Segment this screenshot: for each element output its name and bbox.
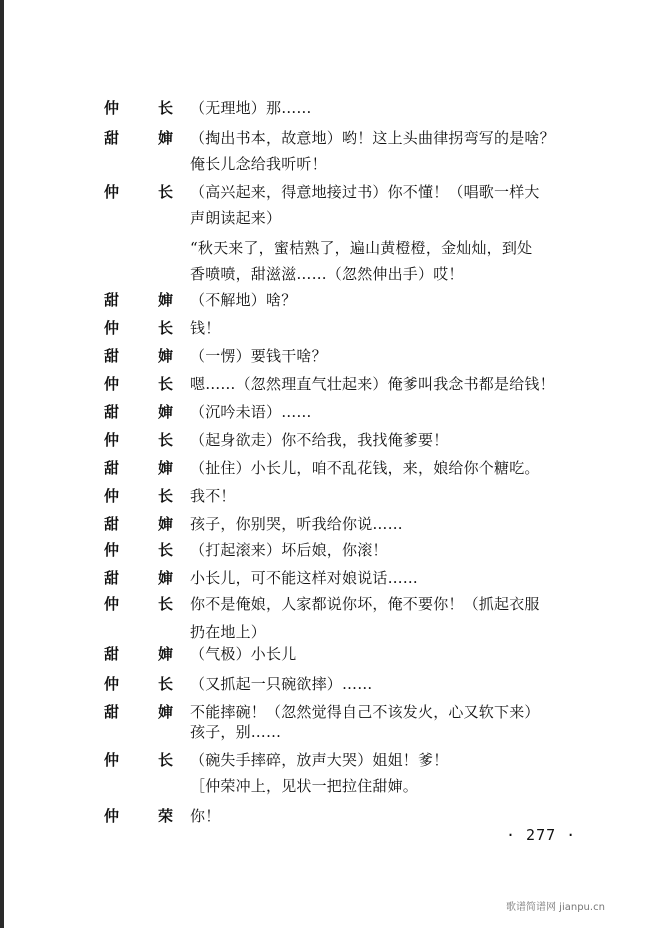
speaker-name-second-char: 长 bbox=[158, 751, 174, 769]
dialogue-line bbox=[0, 400, 655, 424]
speaker-name-first-char: 甜 bbox=[104, 515, 120, 533]
speaker-name-first-char: 甜 bbox=[104, 291, 120, 309]
dialogue-text: （扯住）小长儿，咱不乱花钱，来，娘给你个糖吃。 bbox=[190, 459, 540, 477]
dialogue-text: （无理地）那…… bbox=[190, 99, 312, 117]
dialogue-line bbox=[0, 152, 655, 176]
dialogue-line bbox=[0, 720, 655, 744]
speaker-name-second-char: 婶 bbox=[158, 569, 174, 587]
speaker-name-second-char: 长 bbox=[158, 541, 174, 559]
dialogue-line bbox=[0, 620, 655, 644]
watermark: 歌谱简谱网 jianpu.cn bbox=[506, 902, 605, 913]
dialogue-text: （气极）小长儿 bbox=[190, 645, 297, 663]
dialogue-text: 孩子，你别哭，听我给你说…… bbox=[190, 515, 403, 533]
speaker-name-first-char: 仲 bbox=[104, 807, 120, 825]
dialogue-text: ［仲荣冲上，见状一把拉住甜婶。 bbox=[190, 777, 419, 795]
dialogue-text: 你不是俺娘，人家都说你坏，俺不要你！（抓起衣服 bbox=[190, 595, 540, 613]
speaker-name-second-char: 婶 bbox=[158, 129, 174, 147]
speaker-name-first-char: 甜 bbox=[104, 129, 120, 147]
dialogue-text: 钱！ bbox=[190, 319, 221, 337]
dialogue-line bbox=[0, 344, 655, 368]
page-number: · 277 · bbox=[506, 826, 577, 844]
dialogue-text: （不解地）啥？ bbox=[190, 291, 297, 309]
dialogue-text: 小长儿，可不能这样对娘说话…… bbox=[190, 569, 419, 587]
dialogue-text: 声朗读起来） bbox=[190, 209, 282, 227]
speaker-name-first-char: 仲 bbox=[104, 319, 120, 337]
speaker-name-second-char: 婶 bbox=[158, 291, 174, 309]
dialogue-line bbox=[0, 592, 655, 616]
speaker-name-first-char: 仲 bbox=[104, 375, 120, 393]
speaker-name-first-char: 甜 bbox=[104, 347, 120, 365]
dialogue-line bbox=[0, 428, 655, 452]
dialogue-line bbox=[0, 566, 655, 590]
dialogue-line bbox=[0, 206, 655, 230]
dialogue-text: 俺长儿念给我听听！ bbox=[190, 155, 327, 173]
dialogue-text: （高兴起来，得意地接过书）你不懂！（唱歌一样大 bbox=[190, 183, 540, 201]
dialogue-line bbox=[0, 288, 655, 312]
speaker-name-second-char: 婶 bbox=[158, 515, 174, 533]
dialogue-line bbox=[0, 774, 655, 798]
speaker-name-second-char: 长 bbox=[158, 183, 174, 201]
speaker-name-second-char: 婶 bbox=[158, 645, 174, 663]
speaker-name-second-char: 长 bbox=[158, 319, 174, 337]
dialogue-text: （一愣）要钱干啥？ bbox=[190, 347, 327, 365]
speaker-name-first-char: 甜 bbox=[104, 459, 120, 477]
dialogue-text: 孩子，别…… bbox=[190, 723, 282, 741]
dialogue-text: 嗯……（忽然理直气壮起来）俺爹叫我念书都是给钱！ bbox=[190, 375, 555, 393]
speaker-name-second-char: 长 bbox=[158, 675, 174, 693]
dialogue-text: “秋天来了，蜜桔熟了，遍山黄橙橙，金灿灿，到处 bbox=[190, 239, 533, 257]
speaker-name-first-char: 仲 bbox=[104, 541, 120, 559]
speaker-name-first-char: 甜 bbox=[104, 703, 120, 721]
dialogue-text: 扔在地上） bbox=[190, 623, 267, 641]
dialogue-text: （又抓起一只碗欲摔）…… bbox=[190, 675, 373, 693]
speaker-name-first-char: 仲 bbox=[104, 431, 120, 449]
dialogue-line bbox=[0, 804, 655, 828]
dialogue-text: 你！ bbox=[190, 807, 221, 825]
dialogue-text: （起身欲走）你不给我，我找俺爹要！ bbox=[190, 431, 449, 449]
speaker-name-first-char: 仲 bbox=[104, 751, 120, 769]
dialogue-text: 香喷喷，甜滋滋……（忽然伸出手）哎！ bbox=[190, 265, 464, 283]
speaker-name-first-char: 甜 bbox=[104, 569, 120, 587]
dialogue-text: （掏出书本，故意地）哟！这上头曲律拐弯写的是啥？ bbox=[190, 129, 555, 147]
dialogue-line bbox=[0, 372, 655, 396]
dialogue-line bbox=[0, 96, 655, 120]
dialogue-line bbox=[0, 262, 655, 286]
speaker-name-second-char: 婶 bbox=[158, 703, 174, 721]
speaker-name-first-char: 仲 bbox=[104, 675, 120, 693]
dialogue-text: （沉吟未语）…… bbox=[190, 403, 312, 421]
dialogue-line bbox=[0, 236, 655, 260]
speaker-name-second-char: 长 bbox=[158, 431, 174, 449]
speaker-name-second-char: 婶 bbox=[158, 459, 174, 477]
speaker-name-second-char: 长 bbox=[158, 487, 174, 505]
dialogue-line bbox=[0, 748, 655, 772]
speaker-name-second-char: 婶 bbox=[158, 347, 174, 365]
dialogue-text: （打起滚来）坏后娘，你滚！ bbox=[190, 541, 388, 559]
dialogue-line bbox=[0, 484, 655, 508]
dialogue-line bbox=[0, 126, 655, 150]
speaker-name-second-char: 长 bbox=[158, 99, 174, 117]
dialogue-line bbox=[0, 642, 655, 666]
speaker-name-first-char: 甜 bbox=[104, 645, 120, 663]
dialogue-text: （碗失手摔碎，放声大哭）姐姐！爹！ bbox=[190, 751, 449, 769]
dialogue-line bbox=[0, 456, 655, 480]
dialogue-line bbox=[0, 512, 655, 536]
dialogue-line bbox=[0, 672, 655, 696]
speaker-name-second-char: 婶 bbox=[158, 403, 174, 421]
speaker-name-first-char: 仲 bbox=[104, 487, 120, 505]
speaker-name-first-char: 甜 bbox=[104, 403, 120, 421]
dialogue-text: 不能摔碗！（忽然觉得自己不该发火，心又软下来） bbox=[190, 703, 540, 721]
speaker-name-second-char: 长 bbox=[158, 375, 174, 393]
speaker-name-first-char: 仲 bbox=[104, 183, 120, 201]
speaker-name-second-char: 长 bbox=[158, 595, 174, 613]
dialogue-line bbox=[0, 316, 655, 340]
dialogue-line bbox=[0, 180, 655, 204]
speaker-name-second-char: 荣 bbox=[158, 807, 174, 825]
dialogue-text: 我不！ bbox=[190, 487, 236, 505]
speaker-name-first-char: 仲 bbox=[104, 595, 120, 613]
dialogue-line bbox=[0, 538, 655, 562]
speaker-name-first-char: 仲 bbox=[104, 99, 120, 117]
